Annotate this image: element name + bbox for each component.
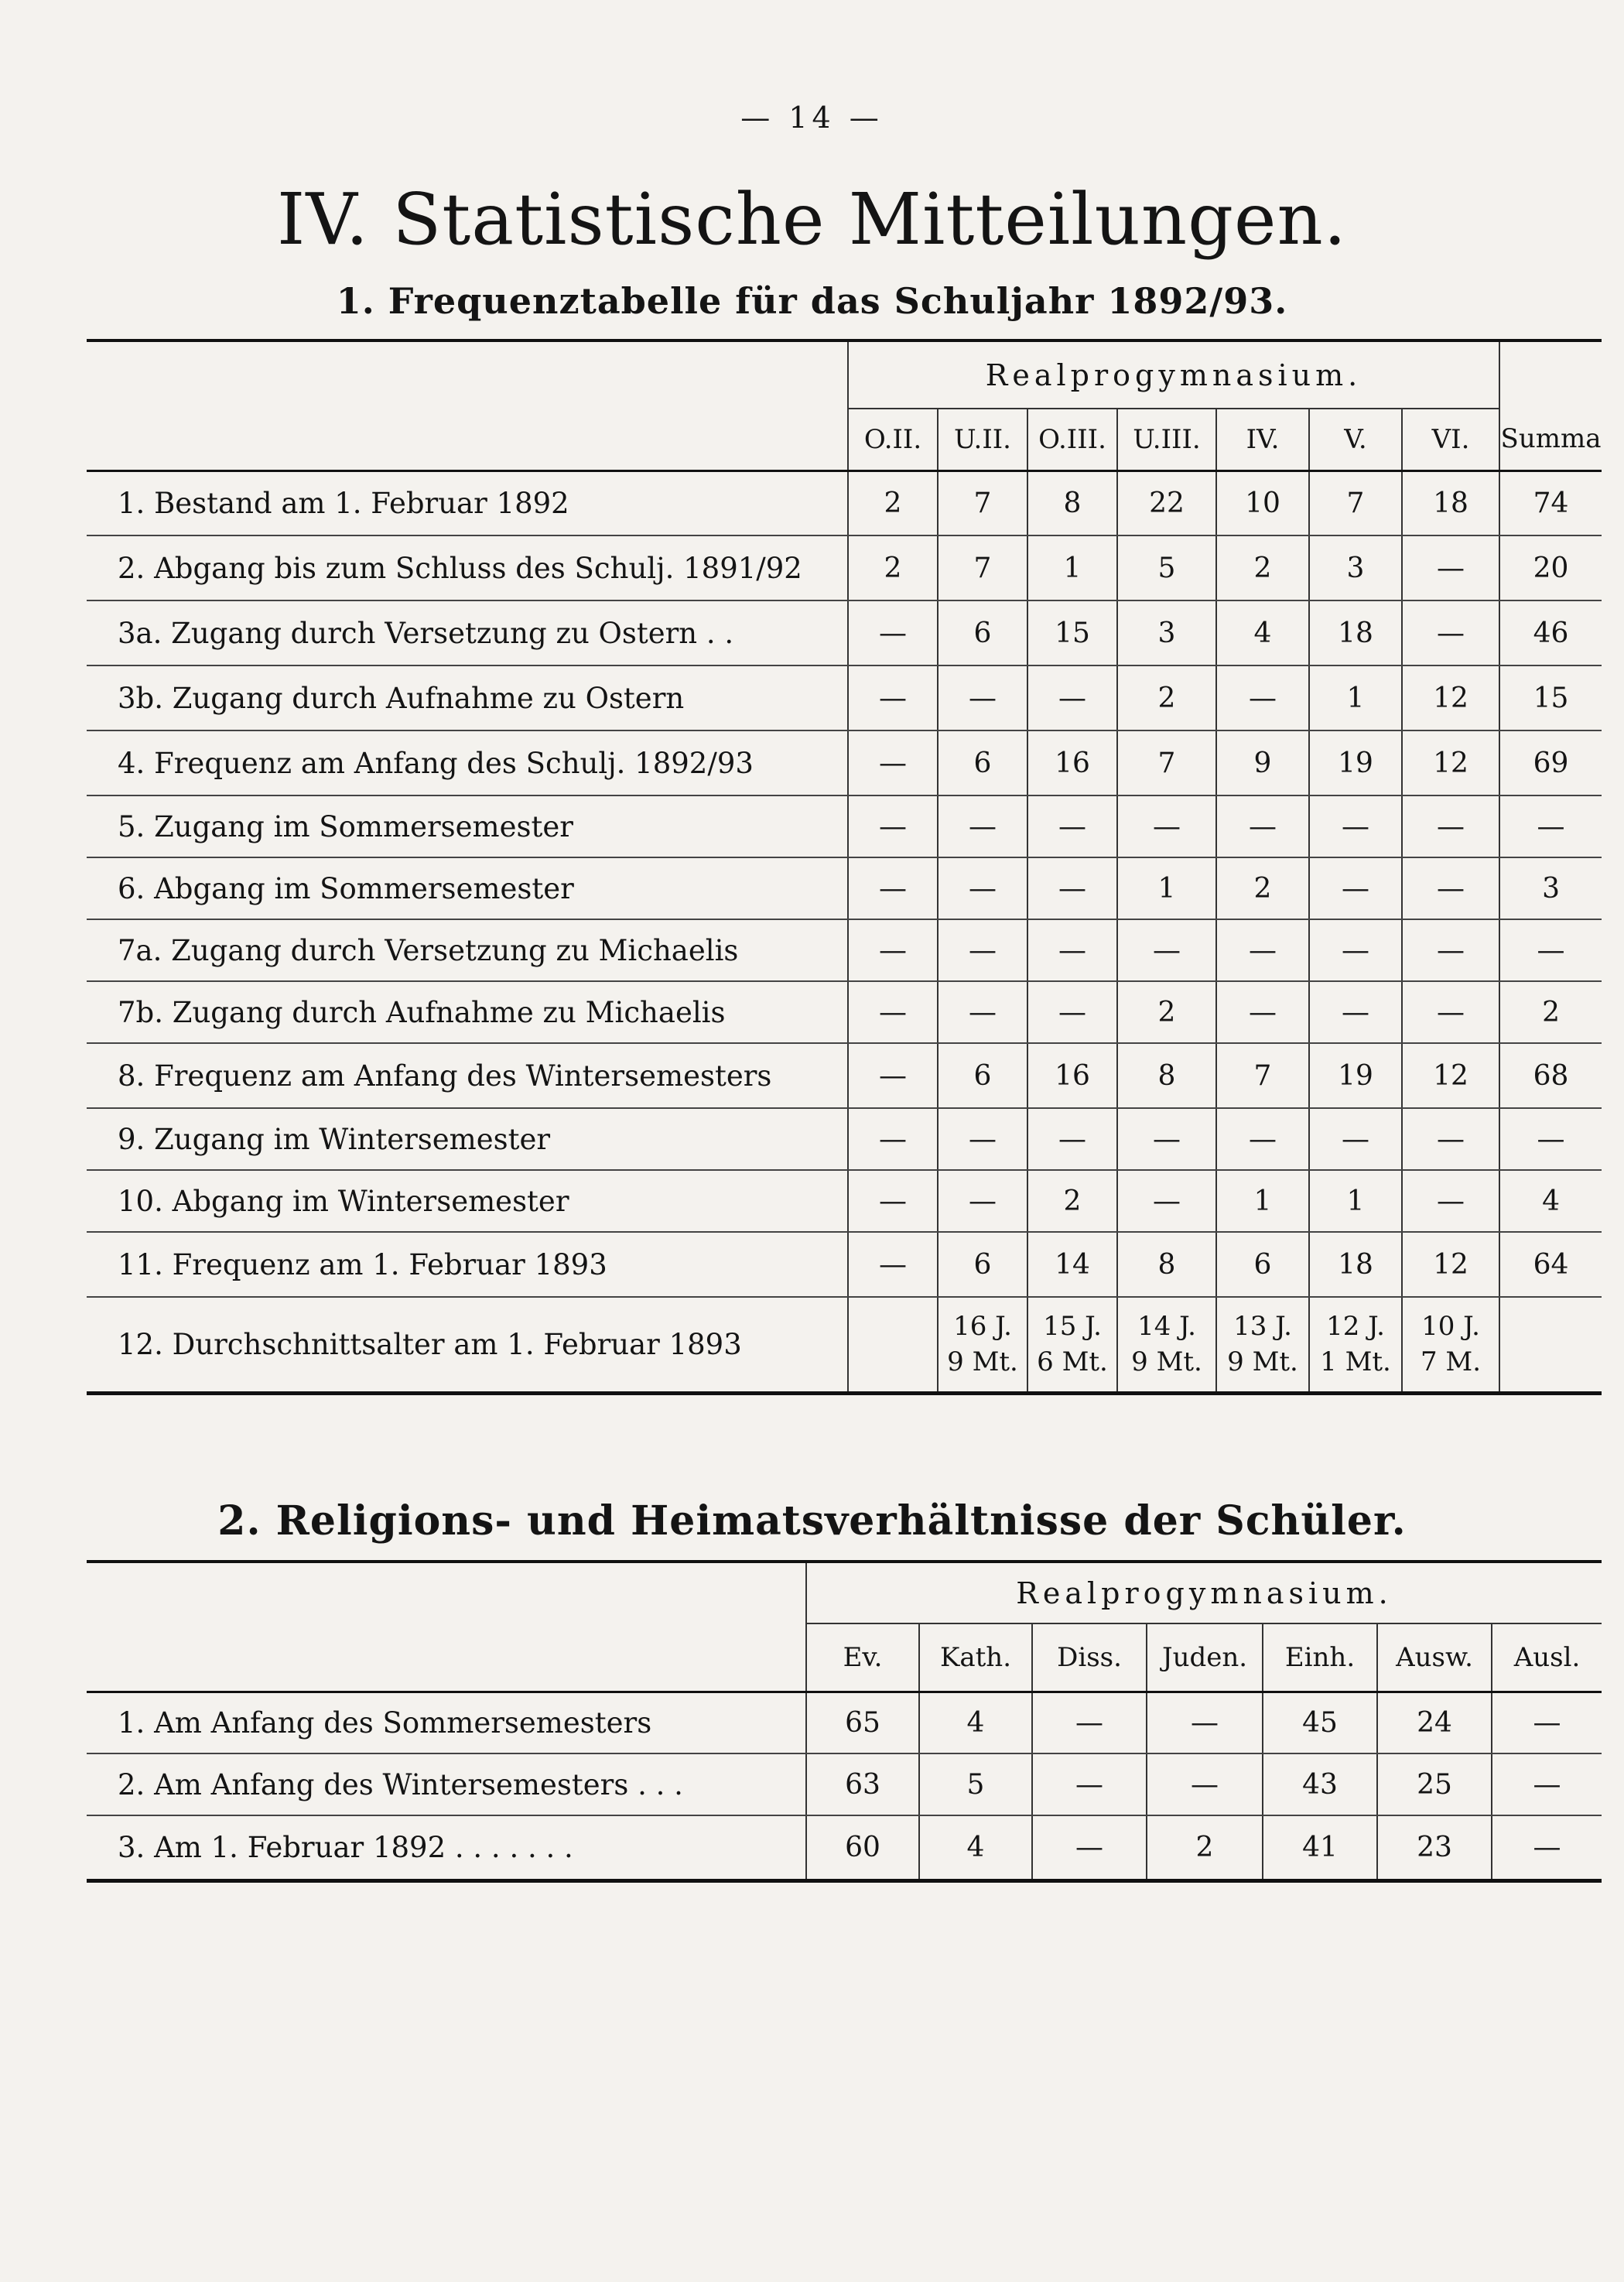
table-row: [87, 470, 1602, 535]
cell: —: [848, 1170, 938, 1232]
row-label: 5. Zugang im Sommersemester: [87, 795, 848, 857]
cell: 19: [1309, 730, 1402, 795]
table-row: [87, 535, 1602, 600]
cell: —: [1402, 535, 1499, 600]
table-row: [87, 1043, 1602, 1108]
cell: —: [848, 1043, 938, 1108]
cell: 64: [1499, 1232, 1602, 1297]
cell: —: [938, 919, 1027, 981]
row-label: 3b. Zugang durch Aufnahme zu Ostern: [87, 665, 848, 730]
cell: 15: [1027, 600, 1117, 665]
cell: 12: [1402, 730, 1499, 795]
cell: 16: [1027, 730, 1117, 795]
row-label: 2. Am Anfang des Wintersemesters . . .: [87, 1753, 806, 1815]
cell: —: [1499, 795, 1602, 857]
cell: 7: [938, 470, 1027, 535]
cell: 18: [1309, 600, 1402, 665]
table-row: [87, 1753, 1602, 1815]
age-cell: 12 J. 1 Mt.: [1309, 1297, 1402, 1393]
cell: 12: [1402, 665, 1499, 730]
cell: 12: [1402, 1232, 1499, 1297]
section2-title: 2. Religions- und Heimatsverhältnisse der Schüler.: [217, 1497, 1407, 1545]
cell: —: [1309, 795, 1402, 857]
cell: 20: [1499, 535, 1602, 600]
cell: —: [848, 1108, 938, 1170]
table-row: [87, 981, 1602, 1043]
cell: 6: [938, 1043, 1027, 1108]
section1-title: 1. Frequenztabelle für das Schuljahr 1892/93.: [336, 280, 1288, 322]
cell: 12: [1402, 1043, 1499, 1108]
cell: —: [1027, 919, 1117, 981]
group-header-spacer: [1499, 340, 1602, 409]
table-row: [87, 600, 1602, 665]
cell: 1: [1309, 665, 1402, 730]
cell: 8: [1117, 1043, 1216, 1108]
table-row: [87, 665, 1602, 730]
cell: 41: [1263, 1815, 1377, 1880]
cell: —: [1032, 1753, 1147, 1815]
frequency-table: [87, 339, 1602, 1395]
cell: —: [848, 981, 938, 1043]
cell: 19: [1309, 1043, 1402, 1108]
row-label: 8. Frequenz am Anfang des Wintersemesters: [87, 1043, 848, 1108]
table-row: [87, 1692, 1602, 1753]
cell: 9: [1216, 730, 1309, 795]
cell: 68: [1499, 1043, 1602, 1108]
row-label: 1. Am Anfang des Sommersemesters: [87, 1692, 806, 1753]
cell: 3: [1309, 535, 1402, 600]
cell: —: [938, 1108, 1027, 1170]
column-header: Ausl.: [1492, 1623, 1602, 1692]
row-label: 9. Zugang im Wintersemester: [87, 1108, 848, 1170]
column-header: U.III.: [1117, 409, 1216, 470]
cell: 25: [1377, 1753, 1492, 1815]
cell: 4: [1499, 1170, 1602, 1232]
cell: —: [1032, 1692, 1147, 1753]
cell: —: [938, 1170, 1027, 1232]
group-header: Realprogymnasium.: [848, 340, 1499, 409]
cell: 4: [1216, 600, 1309, 665]
cell: —: [848, 1232, 938, 1297]
cell: —: [1499, 1108, 1602, 1170]
cell: —: [848, 919, 938, 981]
cell: 2: [1117, 665, 1216, 730]
row-label: 11. Frequenz am 1. Februar 1893: [87, 1232, 848, 1297]
cell: 16: [1027, 1043, 1117, 1108]
column-header: Einh.: [1263, 1623, 1377, 1692]
cell: 45: [1263, 1692, 1377, 1753]
stub-header: [87, 340, 848, 409]
table-row-age: [87, 1297, 1602, 1393]
cell: 1: [1027, 535, 1117, 600]
cell: —: [1309, 981, 1402, 1043]
cell: —: [1499, 919, 1602, 981]
cell: —: [1216, 919, 1309, 981]
cell: —: [1309, 1108, 1402, 1170]
cell: 74: [1499, 470, 1602, 535]
cell: —: [848, 857, 938, 919]
cell: —: [1492, 1692, 1602, 1753]
cell: 6: [1216, 1232, 1309, 1297]
religion-table: [87, 1560, 1602, 1883]
age-cell: 15 J. 6 Mt.: [1027, 1297, 1117, 1393]
cell: 1: [1117, 857, 1216, 919]
cell: 3: [1499, 857, 1602, 919]
cell: 5: [1117, 535, 1216, 600]
table-row: [87, 1232, 1602, 1297]
cell: —: [1147, 1692, 1263, 1753]
column-header: Diss.: [1032, 1623, 1147, 1692]
table-row: [87, 919, 1602, 981]
stub-header: [87, 1562, 806, 1623]
cell: 2: [1117, 981, 1216, 1043]
row-label: 4. Frequenz am Anfang des Schulj. 1892/93: [87, 730, 848, 795]
cell: 4: [919, 1692, 1032, 1753]
cell: —: [1402, 919, 1499, 981]
cell: 1: [1309, 1170, 1402, 1232]
cell: 63: [806, 1753, 919, 1815]
age-cell: 16 J. 9 Mt.: [938, 1297, 1027, 1393]
row-label: 12. Durchschnittsalter am 1. Februar 1893: [118, 1327, 742, 1361]
cell: 43: [1263, 1753, 1377, 1815]
cell: —: [848, 665, 938, 730]
cell: 65: [806, 1692, 919, 1753]
cell: —: [1027, 665, 1117, 730]
table-row: [87, 795, 1602, 857]
cell: 60: [806, 1815, 919, 1880]
row-label: 6. Abgang im Sommersemester: [87, 857, 848, 919]
age-cell: 13 J. 9 Mt.: [1216, 1297, 1309, 1393]
cell: —: [938, 665, 1027, 730]
cell: 1: [1216, 1170, 1309, 1232]
table-row: [87, 1815, 1602, 1880]
row-label: 10. Abgang im Wintersemester: [87, 1170, 848, 1232]
column-header: IV.: [1216, 409, 1309, 470]
cell: 6: [938, 600, 1027, 665]
group-header: Realprogymnasium.: [806, 1562, 1602, 1623]
cell: 3: [1117, 600, 1216, 665]
cell: —: [1147, 1753, 1263, 1815]
cell: —: [1032, 1815, 1147, 1880]
cell: —: [1027, 1108, 1117, 1170]
cell: —: [1117, 1108, 1216, 1170]
cell: —: [1027, 857, 1117, 919]
cell: —: [1216, 1108, 1309, 1170]
cell: 2: [1216, 857, 1309, 919]
cell: —: [938, 795, 1027, 857]
cell: 15: [1499, 665, 1602, 730]
column-header: Juden.: [1147, 1623, 1263, 1692]
cell: —: [938, 981, 1027, 1043]
age-cell: 10 J. 7 M.: [1402, 1297, 1499, 1393]
cell: 2: [1027, 1170, 1117, 1232]
cell: —: [848, 730, 938, 795]
cell: 14: [1027, 1232, 1117, 1297]
page-number: — 14 —: [740, 101, 884, 135]
cell: 5: [919, 1753, 1032, 1815]
table-row: [87, 1170, 1602, 1232]
row-label: 2. Abgang bis zum Schluss des Schulj. 1891/92: [87, 535, 848, 600]
cell: 8: [1027, 470, 1117, 535]
cell: —: [1402, 857, 1499, 919]
row-label: 7b. Zugang durch Aufnahme zu Michaelis: [87, 981, 848, 1043]
row-label: 7a. Zugang durch Versetzung zu Michaelis: [87, 919, 848, 981]
cell: —: [848, 600, 938, 665]
cell: 23: [1377, 1815, 1492, 1880]
column-header: O.III.: [1027, 409, 1117, 470]
row-label: 3. Am 1. Februar 1892 . . . . . . .: [118, 1830, 573, 1864]
cell: 6: [938, 730, 1027, 795]
cell: —: [1027, 795, 1117, 857]
cell: —: [1117, 795, 1216, 857]
column-header: U.II.: [938, 409, 1027, 470]
age-cell: [848, 1297, 938, 1393]
cell: —: [1216, 981, 1309, 1043]
column-header: VI.: [1402, 409, 1499, 470]
cell: —: [1402, 981, 1499, 1043]
cell: 7: [938, 535, 1027, 600]
cell: 2: [1499, 981, 1602, 1043]
table-row: [87, 730, 1602, 795]
column-header: Ev.: [806, 1623, 919, 1692]
cell: 18: [1309, 1232, 1402, 1297]
column-header: O.II.: [848, 409, 938, 470]
cell: 7: [1117, 730, 1216, 795]
cell: 7: [1309, 470, 1402, 535]
age-cell: [1499, 1297, 1602, 1393]
cell: 10: [1216, 470, 1309, 535]
cell: 18: [1402, 470, 1499, 535]
cell: —: [1402, 1108, 1499, 1170]
cell: 7: [1216, 1043, 1309, 1108]
cell: 2: [1216, 535, 1309, 600]
cell: —: [1117, 1170, 1216, 1232]
cell: —: [938, 857, 1027, 919]
stub-header-lower: [87, 1623, 806, 1692]
cell: 22: [1117, 470, 1216, 535]
cell: —: [1309, 919, 1402, 981]
row-label: 3a. Zugang durch Versetzung zu Ostern . .: [87, 600, 848, 665]
column-header: Summa: [1499, 409, 1602, 470]
cell: —: [1027, 981, 1117, 1043]
table-row: [87, 857, 1602, 919]
cell: —: [1402, 795, 1499, 857]
cell: 46: [1499, 600, 1602, 665]
column-header: Ausw.: [1377, 1623, 1492, 1692]
cell: —: [1492, 1753, 1602, 1815]
cell: —: [848, 795, 938, 857]
cell: 8: [1117, 1232, 1216, 1297]
page-title: IV. Statistische Mitteilungen.: [277, 178, 1347, 261]
age-cell: 14 J. 9 Mt.: [1117, 1297, 1216, 1393]
cell: —: [1402, 600, 1499, 665]
cell: 4: [919, 1815, 1032, 1880]
cell: 2: [1147, 1815, 1263, 1880]
cell: —: [1117, 919, 1216, 981]
cell: —: [1216, 665, 1309, 730]
cell: 24: [1377, 1692, 1492, 1753]
cell: —: [1309, 857, 1402, 919]
cell: 69: [1499, 730, 1602, 795]
cell: 2: [848, 470, 938, 535]
cell: 6: [938, 1232, 1027, 1297]
cell: —: [1216, 795, 1309, 857]
cell: 2: [848, 535, 938, 600]
cell: —: [1402, 1170, 1499, 1232]
cell: —: [1492, 1815, 1602, 1880]
column-header: Kath.: [919, 1623, 1032, 1692]
table-row: [87, 1108, 1602, 1170]
column-header: V.: [1309, 409, 1402, 470]
stub-header-lower: [87, 409, 848, 470]
row-label: 1. Bestand am 1. Februar 1892: [87, 470, 848, 535]
